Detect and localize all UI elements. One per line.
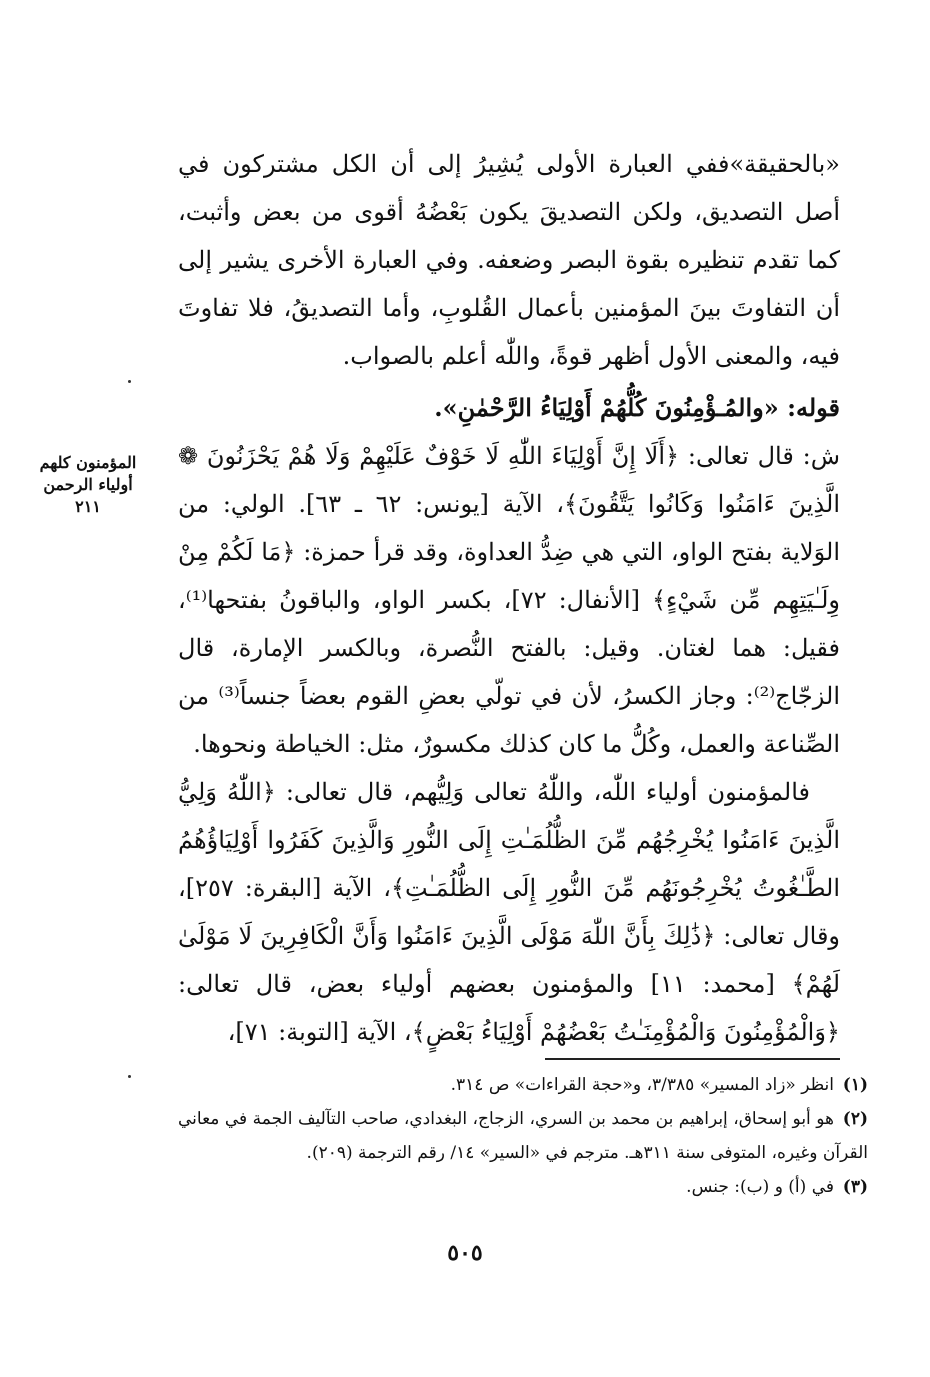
footnote-number: (١) [842,1075,868,1095]
paragraph-3: فالمؤمنون أولياء اللّٰه، واللّٰهُ تعالى وَلِيُّهم، قال تعالى: ﴿اللّٰهُ وَلِيُّ الَّذِينَ ءَامَنُوا يُخْرِجُهُم مِّنَ الظُّلُمَـٰتِ إِلَى النُّورِ وَالَّذِينَ كَفَرُوا أَوْلِيَاؤُهُمُ الطَّـٰغُوتُ يُخْرِجُونَهُم مِّنَ النُّورِ إِلَى الظُّلُمَـٰتِ﴾، الآية [البقرة: ٢٥٧]، وقال تعالى: ﴿ذَٰلِكَ بِأَنَّ اللّٰهَ مَوْلَى الَّذِينَ ءَامَنُوا وَأَنَّ الْكَافِرِينَ لَا مَوْلَىٰ لَهُمْ﴾ [محمد: ١١] والمؤمنون بعضهم أولياء بعض، قال تعالى: ﴿وَالْمُؤْمِنُونَ وَالْمُؤْمِنَـٰتُ بَعْضُهُمْ أَوْلِيَاءُ بَعْضٍ﴾، الآية [التوبة: ٧١]، [178,778,841,1046]
margin-note-number: ٢١١ [75,497,101,516]
margin-note [28,452,148,518]
footnote-text: في (أ) و (ب): جنس. [686,1177,834,1197]
footnote-1 [178,1068,868,1102]
main-text-column [178,140,840,1056]
margin-dot [128,1075,131,1078]
footnote-number: (٢) [842,1109,868,1129]
page-number: ٥٠٥ [447,1240,483,1266]
footnote-3 [178,1170,868,1204]
footnote-text: هو أبو إسحاق، إبراهيم بن محمد بن السري، الزجاج، البغدادي، صاحب التآليف الجمة في معاني القرآن وغيره، المتوفى سنة ٣١١هـ. مترجم في «السير» ١٤/ رقم الترجمة (٢٠٩). [178,1109,868,1163]
quoted-statement: قوله: «والمُـؤْمِنُونَ كُلُّهُمْ أَوْلِيَاءُ الرَّحْمٰنِ». [434,393,840,422]
margin-note-title: المؤمنون كلهم أولياء الرحمن [39,453,137,494]
footnote-divider [545,1058,840,1060]
footnotes [178,1068,868,1204]
footnote-number: (٣) [842,1177,868,1197]
paragraph-2: ش: قال تعالى: ﴿أَلَا إِنَّ أَوْلِيَاءَ اللّٰهِ لَا خَوْفٌ عَلَيْهِمْ وَلَا هُمْ يَحْزَنُونَ ❁ الَّذِينَ ءَامَنُوا وَكَانُوا يَتَّقُونَ﴾، الآية [يونس: ٦٢ ـ ٦٣]. الولي: من الوَلاية بفتح الواو، التي هي ضِدُّ العداوة، وقد قرأ حمزة: ﴿مَا لَكُمْ مِنْ وِلَـٰيَتِهِم مِّن شَيْءٍ﴾ [الأنفال: ٧٢]، بكسر الواو، والباقونُ بفتحها⁽¹⁾، فقيل: هما لغتان. وقيل: بالفتح النُّصرة، وبالكسر الإمارة، قال الزجّاج⁽²⁾: وجاز الكسرُ، لأن في تولّي بعضِ القوم بعضاً جنساً⁽³⁾ من الصِّناعة والعمل، وكُلُّ ما كان كذلك مكسورٌ، مثل: الخياطة ونحوها. [178,442,841,758]
margin-dot [128,380,131,383]
paragraph-1: «بالحقيقة»ففي العبارة الأولى يُشِيرُ إلى أن الكل مشتركون في أصل التصديق، ولكن التصديقَ يكون بَعْضُهُ أقوى من بعض وأثبت، كما تقدم تنظيره بقوة البصر وضعفه. وفي العبارة الأخرى يشير إلى أن التفاوتَ بينَ المؤمنين بأعمال القُلوبِ، وأما التصديقُ، فلا تفاوتَ فيه، والمعنى الأول أظهر قوةً، واللّٰه أعلم بالصواب. [178,150,840,370]
footnote-text: انظر «زاد المسير» ٣/٣٨٥، و«حجة القراءات» ص ٣١٤. [450,1075,834,1095]
footnote-2 [178,1102,868,1170]
